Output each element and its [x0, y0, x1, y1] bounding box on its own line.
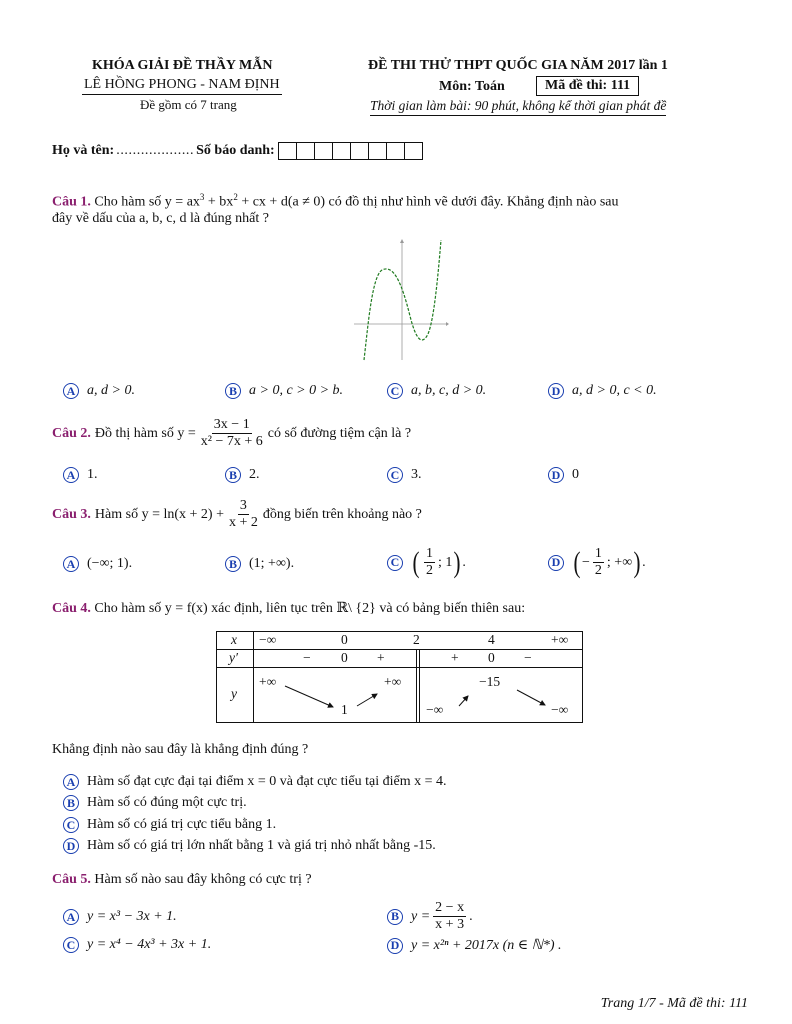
table-x-value: 0 [341, 632, 348, 647]
paren-open: ( [412, 545, 420, 579]
question-label: Câu 1. [52, 194, 91, 210]
option-d[interactable] [548, 546, 646, 579]
question-text-part: có số đường tiệm cận là ? [267, 425, 412, 441]
table-yp-sign: 0 [341, 650, 348, 665]
option-d[interactable] [548, 467, 579, 483]
option-a[interactable] [63, 383, 135, 399]
denominator: 2 [426, 563, 433, 578]
id-digit-box[interactable] [278, 142, 297, 160]
option-b[interactable] [387, 900, 473, 933]
option-b[interactable] [225, 467, 260, 483]
option-text: a > 0, c > 0 > b. [249, 383, 344, 398]
table-x-value: 4 [488, 632, 495, 647]
id-boxes[interactable] [279, 142, 423, 160]
question-text: Hàm số nào sau đây không có cực trị ? [94, 872, 312, 887]
table-yp-sign: − [303, 650, 311, 665]
option-text: a, b, c, d > 0. [411, 383, 487, 398]
id-digit-box[interactable] [314, 142, 333, 160]
id-digit-box[interactable] [368, 142, 387, 160]
question-label: Câu 2. [52, 425, 91, 441]
option-c[interactable] [387, 467, 422, 483]
option-text: Hàm số có đúng một cực trị. [87, 795, 247, 810]
table-yp-sign: 0 [488, 650, 495, 665]
option-text: ; 1 [438, 554, 453, 570]
option-text: 1. [87, 467, 98, 482]
table-y-label: y [231, 686, 237, 701]
option-letter: B [225, 556, 241, 572]
option-b[interactable] [225, 383, 343, 399]
option-d[interactable] [548, 383, 657, 399]
option-c[interactable] [387, 546, 466, 579]
student-info-row [52, 142, 423, 160]
question-text-part: Đồ thị hàm số y = [94, 425, 196, 441]
fraction [424, 546, 435, 579]
option-text: ; +∞ [606, 554, 633, 570]
option-letter: D [548, 467, 564, 483]
option-text: 0 [572, 467, 579, 482]
option-letter: C [63, 817, 79, 833]
option-letter: B [225, 383, 241, 399]
exam-title: ĐỀ THI THỬ THPT QUỐC GIA NĂM 2017 lần 1 [368, 58, 668, 73]
question-2 [52, 417, 411, 450]
exam-code: Mã đề thi: 111 [536, 76, 639, 96]
question-1: Câu 1. Cho hàm số $y = ax^3 + bx^2$ + cx + d(a ≠ 0) có đồ thị như hình vẽ dưới đây. Khẳng định nào sau [52, 192, 619, 210]
table-x-value: −∞ [259, 632, 277, 647]
option-letter: A [63, 383, 79, 399]
option-letter: D [387, 938, 403, 954]
paren-open: ( [573, 545, 581, 579]
option-text: y = x²ⁿ + 2017x (n ∈ ℕ*) . [411, 938, 562, 953]
name-field[interactable]: ................... [116, 143, 195, 158]
denominator: x + 2 [228, 515, 258, 530]
numerator: 1 [594, 546, 602, 561]
table-x-value: +∞ [551, 632, 569, 647]
option-letter: A [63, 774, 79, 790]
question-text-part: + bx [204, 194, 234, 210]
option-text: (−∞; 1). [87, 556, 133, 571]
id-digit-box[interactable] [332, 142, 351, 160]
numerator: 3x − 1 [213, 417, 250, 432]
option-text: Hàm số có giá trị lớn nhất bằng 1 và giá trị nhỏ nhất bằng -15. [87, 838, 436, 853]
option-text: a, d > 0, c < 0. [572, 383, 657, 398]
option-letter: B [387, 909, 403, 925]
option-d[interactable] [63, 838, 436, 854]
question-text-part: đồng biến trên khoảng nào ? [262, 506, 422, 522]
question-5 [52, 872, 312, 888]
table-x-value: 2 [413, 632, 420, 647]
denominator: x² − 7x + 6 [200, 434, 263, 449]
fraction [593, 546, 604, 579]
option-text: Hàm số đạt cực đại tại điểm x = 0 và đạt cực tiểu tại điểm x = 4. [87, 774, 447, 789]
option-end: . [469, 908, 473, 924]
question-label: Câu 3. [52, 506, 91, 522]
table-yp-sign: − [524, 650, 532, 665]
table-yp-sign: + [377, 650, 385, 665]
option-b[interactable] [225, 556, 294, 572]
variation-arrows [253, 668, 583, 723]
question-4 [52, 600, 525, 617]
option-letter: C [387, 383, 403, 399]
option-letter: A [63, 909, 79, 925]
fraction [199, 417, 265, 450]
arrow-up [357, 694, 377, 706]
option-c[interactable] [63, 817, 276, 833]
option-letter: D [63, 838, 79, 854]
table-yp-label: y′ [229, 650, 238, 665]
page-footer: Trang 1/7 - Mã đề thi: 111 [600, 996, 748, 1011]
minus-sign: − [582, 554, 590, 570]
table-y-value: −15 [479, 674, 501, 689]
option-letter: A [63, 556, 79, 572]
option-letter: C [387, 555, 403, 571]
name-label: Họ và tên: [52, 143, 115, 158]
table-x-label: x [231, 632, 237, 647]
option-a[interactable] [63, 467, 98, 483]
option-c[interactable] [63, 937, 211, 953]
question-text: Cho hàm số y = f(x) xác định, liên tục trên ℝ\ {2} và có bảng biến thiên sau: [94, 601, 526, 616]
table-y-value: −∞ [426, 702, 444, 717]
option-b[interactable] [63, 795, 247, 811]
question-text-part: Hàm số y = ln(x + 2) + [94, 506, 224, 522]
cubic-graph [350, 236, 450, 362]
option-end: . [642, 554, 646, 570]
question-1-line2: đây về dấu của a, b, c, d là đúng nhất ? [52, 211, 269, 226]
id-digit-box[interactable] [386, 142, 405, 160]
option-letter: C [387, 467, 403, 483]
option-d[interactable] [387, 937, 562, 954]
option-text: (1; +∞). [249, 556, 295, 571]
page-count-note: Đề gồm có 7 trang [140, 97, 237, 112]
option-text: y = [411, 908, 431, 924]
arrow-down [517, 690, 545, 705]
school-location: LÊ HỒNG PHONG - NAM ĐỊNH [82, 77, 282, 95]
variation-table [216, 631, 583, 723]
option-letter: B [225, 467, 241, 483]
numerator: 1 [426, 546, 433, 561]
arrow-down [285, 686, 333, 707]
question-4-prompt: Khẳng định nào sau đây là khẳng định đúng ? [52, 742, 309, 757]
question-3 [52, 498, 422, 531]
option-a[interactable] [63, 909, 177, 925]
option-text: 3. [411, 467, 422, 482]
option-letter: A [63, 467, 79, 483]
option-end: . [462, 554, 466, 570]
arrow-up [459, 696, 468, 706]
question-label: Câu 4. [52, 601, 91, 616]
option-a[interactable] [63, 774, 446, 790]
paren-close: ) [633, 545, 641, 579]
denominator: 2 [594, 563, 602, 578]
table-y-value: +∞ [384, 674, 402, 689]
option-c[interactable] [387, 383, 486, 399]
denominator: x + 3 [435, 917, 465, 932]
table-yp-sign: + [451, 650, 459, 665]
option-text: Hàm số có giá trị cực tiểu bằng 1. [87, 817, 277, 832]
option-letter: D [548, 555, 564, 571]
option-text: 2. [249, 467, 260, 482]
question-label: Câu 5. [52, 872, 91, 887]
question-text-part: + cx + d(a ≠ 0) có đồ thị như hình vẽ dưới đây. Khẳng định nào sau [237, 194, 619, 210]
option-text: y = x³ − 3x + 1. [87, 909, 177, 924]
option-letter: B [63, 795, 79, 811]
option-text: y = x⁴ − 4x³ + 3x + 1. [87, 937, 212, 952]
fraction [433, 900, 466, 933]
option-text: a, d > 0. [87, 383, 135, 398]
school-title: KHÓA GIẢI ĐỀ THẦY MẪN [92, 58, 273, 73]
y-axis-arrow [400, 239, 404, 243]
cubic-curve [364, 240, 441, 360]
option-a[interactable] [63, 556, 132, 572]
paren-close: ) [453, 545, 461, 579]
id-digit-box[interactable] [350, 142, 369, 160]
numerator: 3 [239, 498, 247, 513]
id-digit-box[interactable] [404, 142, 423, 160]
fraction [227, 498, 260, 531]
question-text-part: Cho hàm số y = ax [94, 194, 200, 210]
table-y-value: −∞ [551, 702, 569, 717]
table-y-value: +∞ [259, 674, 277, 689]
option-letter: D [548, 383, 564, 399]
numerator: 2 − x [435, 900, 465, 915]
option-letter: C [63, 937, 79, 953]
exam-time: Thời gian làm bài: 90 phút, không kể thời gian phát đề [370, 98, 666, 116]
x-axis-arrow [446, 322, 449, 326]
table-y-value: 1 [341, 702, 348, 717]
id-label: Số báo danh: [196, 143, 275, 158]
exam-subject: Môn: Toán [439, 79, 505, 94]
id-digit-box[interactable] [296, 142, 315, 160]
